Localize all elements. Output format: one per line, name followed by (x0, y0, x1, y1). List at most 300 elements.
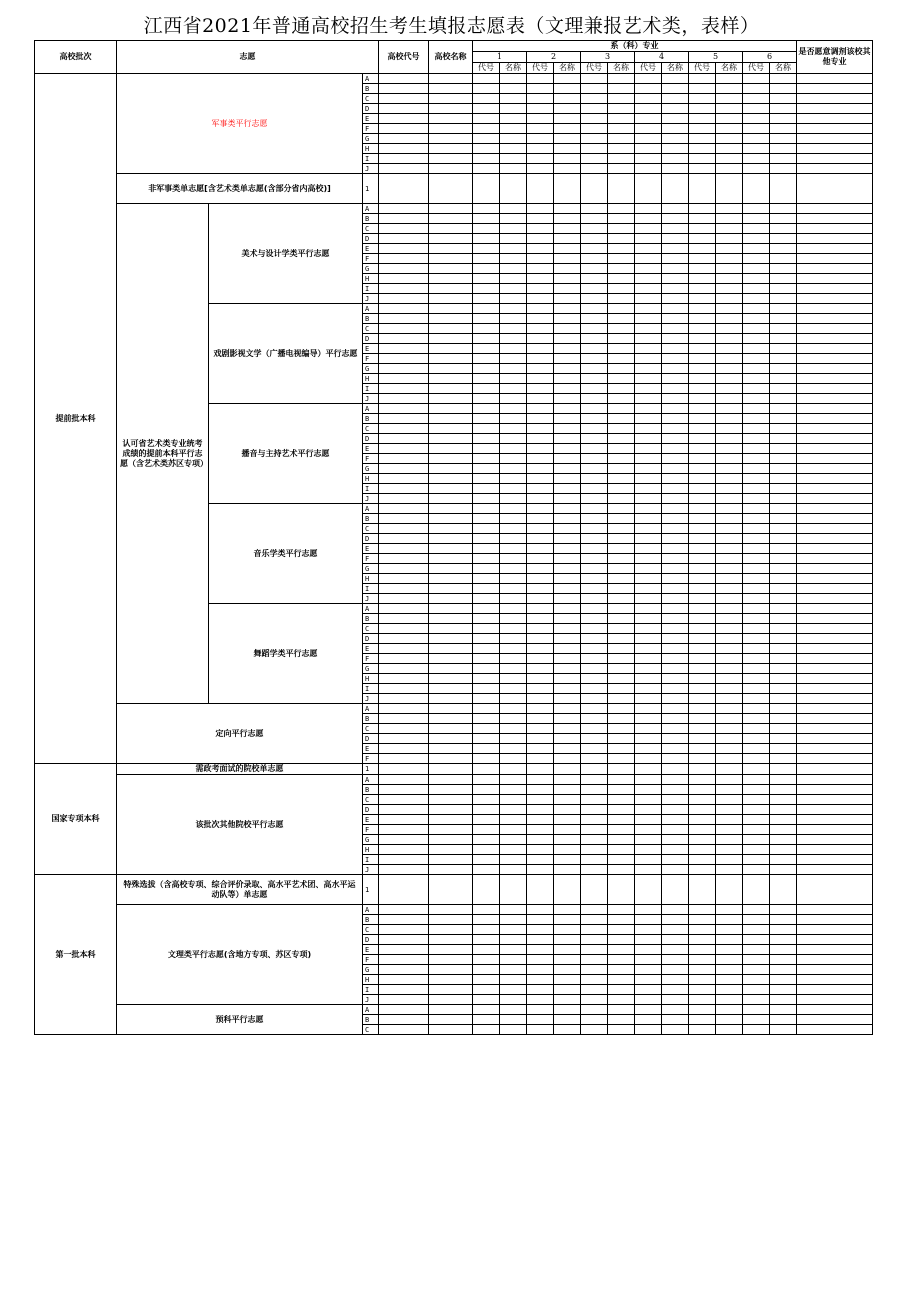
input-cell[interactable] (581, 554, 608, 564)
input-cell[interactable] (500, 554, 527, 564)
input-cell[interactable] (635, 214, 662, 224)
input-cell[interactable] (581, 754, 608, 764)
input-cell[interactable] (689, 875, 716, 905)
input-cell[interactable] (635, 935, 662, 945)
input-cell[interactable] (662, 134, 689, 144)
input-cell[interactable] (716, 514, 743, 524)
input-cell[interactable] (554, 174, 581, 204)
input-cell[interactable] (716, 114, 743, 124)
input-cell[interactable] (662, 274, 689, 284)
input-cell[interactable] (689, 84, 716, 94)
input-cell[interactable] (608, 734, 635, 744)
input-cell[interactable] (662, 244, 689, 254)
input-cell[interactable] (379, 214, 429, 224)
input-cell[interactable] (473, 644, 500, 654)
input-cell[interactable] (797, 554, 873, 564)
input-cell[interactable] (500, 274, 527, 284)
input-cell[interactable] (581, 604, 608, 614)
input-cell[interactable] (608, 724, 635, 734)
input-cell[interactable] (379, 234, 429, 244)
input-cell[interactable] (500, 374, 527, 384)
input-cell[interactable] (689, 554, 716, 564)
input-cell[interactable] (581, 524, 608, 534)
input-cell[interactable] (473, 84, 500, 94)
input-cell[interactable] (662, 504, 689, 514)
input-cell[interactable] (429, 744, 473, 754)
input-cell[interactable] (797, 574, 873, 584)
input-cell[interactable] (500, 855, 527, 865)
input-cell[interactable] (797, 754, 873, 764)
input-cell[interactable] (527, 654, 554, 664)
input-cell[interactable] (770, 134, 797, 144)
input-cell[interactable] (770, 594, 797, 604)
input-cell[interactable] (635, 945, 662, 955)
input-cell[interactable] (662, 594, 689, 604)
input-cell[interactable] (500, 875, 527, 905)
input-cell[interactable] (689, 564, 716, 574)
input-cell[interactable] (379, 314, 429, 324)
input-cell[interactable] (473, 534, 500, 544)
input-cell[interactable] (554, 334, 581, 344)
input-cell[interactable] (581, 865, 608, 875)
input-cell[interactable] (662, 604, 689, 614)
input-cell[interactable] (662, 394, 689, 404)
input-cell[interactable] (608, 644, 635, 654)
input-cell[interactable] (527, 464, 554, 474)
input-cell[interactable] (662, 704, 689, 714)
input-cell[interactable] (581, 404, 608, 414)
input-cell[interactable] (689, 805, 716, 815)
input-cell[interactable] (797, 785, 873, 795)
input-cell[interactable] (770, 544, 797, 554)
input-cell[interactable] (500, 1025, 527, 1035)
input-cell[interactable] (554, 484, 581, 494)
input-cell[interactable] (379, 384, 429, 394)
input-cell[interactable] (689, 344, 716, 354)
input-cell[interactable] (797, 724, 873, 734)
input-cell[interactable] (608, 1005, 635, 1015)
input-cell[interactable] (797, 144, 873, 154)
input-cell[interactable] (689, 684, 716, 694)
input-cell[interactable] (608, 684, 635, 694)
input-cell[interactable] (635, 654, 662, 664)
input-cell[interactable] (473, 324, 500, 334)
input-cell[interactable] (716, 294, 743, 304)
input-cell[interactable] (473, 304, 500, 314)
input-cell[interactable] (554, 534, 581, 544)
input-cell[interactable] (797, 875, 873, 905)
input-cell[interactable] (473, 294, 500, 304)
input-cell[interactable] (689, 114, 716, 124)
input-cell[interactable] (429, 825, 473, 835)
input-cell[interactable] (770, 354, 797, 364)
input-cell[interactable] (429, 574, 473, 584)
input-cell[interactable] (554, 945, 581, 955)
input-cell[interactable] (554, 294, 581, 304)
input-cell[interactable] (527, 254, 554, 264)
input-cell[interactable] (635, 444, 662, 454)
input-cell[interactable] (662, 694, 689, 704)
input-cell[interactable] (770, 164, 797, 174)
input-cell[interactable] (527, 744, 554, 754)
input-cell[interactable] (662, 634, 689, 644)
input-cell[interactable] (429, 875, 473, 905)
input-cell[interactable] (554, 554, 581, 564)
input-cell[interactable] (716, 164, 743, 174)
input-cell[interactable] (554, 144, 581, 154)
input-cell[interactable] (662, 815, 689, 825)
input-cell[interactable] (527, 304, 554, 314)
input-cell[interactable] (689, 494, 716, 504)
input-cell[interactable] (635, 965, 662, 975)
input-cell[interactable] (689, 734, 716, 744)
input-cell[interactable] (689, 94, 716, 104)
input-cell[interactable] (770, 284, 797, 294)
input-cell[interactable] (500, 254, 527, 264)
input-cell[interactable] (429, 644, 473, 654)
input-cell[interactable] (581, 985, 608, 995)
input-cell[interactable] (581, 714, 608, 724)
input-cell[interactable] (608, 564, 635, 574)
input-cell[interactable] (635, 694, 662, 704)
input-cell[interactable] (743, 344, 770, 354)
input-cell[interactable] (581, 534, 608, 544)
input-cell[interactable] (608, 394, 635, 404)
input-cell[interactable] (770, 734, 797, 744)
input-cell[interactable] (716, 134, 743, 144)
input-cell[interactable] (379, 204, 429, 214)
input-cell[interactable] (662, 114, 689, 124)
input-cell[interactable] (473, 634, 500, 644)
input-cell[interactable] (429, 985, 473, 995)
input-cell[interactable] (743, 795, 770, 805)
input-cell[interactable] (770, 754, 797, 764)
input-cell[interactable] (608, 935, 635, 945)
input-cell[interactable] (797, 995, 873, 1005)
input-cell[interactable] (770, 494, 797, 504)
input-cell[interactable] (743, 224, 770, 234)
input-cell[interactable] (473, 825, 500, 835)
input-cell[interactable] (608, 554, 635, 564)
input-cell[interactable] (689, 284, 716, 294)
input-cell[interactable] (689, 654, 716, 664)
input-cell[interactable] (716, 945, 743, 955)
input-cell[interactable] (554, 474, 581, 484)
input-cell[interactable] (689, 244, 716, 254)
input-cell[interactable] (500, 314, 527, 324)
input-cell[interactable] (527, 1015, 554, 1025)
input-cell[interactable] (743, 134, 770, 144)
input-cell[interactable] (473, 664, 500, 674)
input-cell[interactable] (797, 374, 873, 384)
input-cell[interactable] (635, 544, 662, 554)
input-cell[interactable] (429, 424, 473, 434)
input-cell[interactable] (379, 1015, 429, 1025)
input-cell[interactable] (716, 815, 743, 825)
input-cell[interactable] (429, 104, 473, 114)
input-cell[interactable] (689, 514, 716, 524)
input-cell[interactable] (379, 414, 429, 424)
input-cell[interactable] (500, 354, 527, 364)
input-cell[interactable] (500, 214, 527, 224)
input-cell[interactable] (500, 805, 527, 815)
input-cell[interactable] (527, 845, 554, 855)
input-cell[interactable] (635, 204, 662, 214)
input-cell[interactable] (770, 965, 797, 975)
input-cell[interactable] (662, 284, 689, 294)
input-cell[interactable] (554, 1025, 581, 1035)
input-cell[interactable] (689, 384, 716, 394)
input-cell[interactable] (608, 314, 635, 324)
input-cell[interactable] (500, 514, 527, 524)
input-cell[interactable] (473, 494, 500, 504)
input-cell[interactable] (797, 284, 873, 294)
input-cell[interactable] (797, 294, 873, 304)
input-cell[interactable] (527, 584, 554, 594)
input-cell[interactable] (608, 244, 635, 254)
input-cell[interactable] (743, 925, 770, 935)
input-cell[interactable] (662, 875, 689, 905)
input-cell[interactable] (797, 364, 873, 374)
input-cell[interactable] (662, 524, 689, 534)
input-cell[interactable] (500, 584, 527, 594)
input-cell[interactable] (635, 724, 662, 734)
input-cell[interactable] (379, 805, 429, 815)
input-cell[interactable] (716, 424, 743, 434)
input-cell[interactable] (689, 634, 716, 644)
input-cell[interactable] (429, 414, 473, 424)
input-cell[interactable] (662, 94, 689, 104)
input-cell[interactable] (554, 104, 581, 114)
input-cell[interactable] (635, 734, 662, 744)
input-cell[interactable] (429, 805, 473, 815)
input-cell[interactable] (743, 234, 770, 244)
input-cell[interactable] (689, 134, 716, 144)
input-cell[interactable] (797, 514, 873, 524)
input-cell[interactable] (554, 224, 581, 234)
input-cell[interactable] (662, 985, 689, 995)
input-cell[interactable] (379, 394, 429, 404)
input-cell[interactable] (662, 1015, 689, 1025)
input-cell[interactable] (379, 124, 429, 134)
input-cell[interactable] (527, 684, 554, 694)
input-cell[interactable] (379, 1005, 429, 1015)
input-cell[interactable] (581, 244, 608, 254)
input-cell[interactable] (770, 304, 797, 314)
input-cell[interactable] (797, 114, 873, 124)
input-cell[interactable] (429, 795, 473, 805)
input-cell[interactable] (608, 1015, 635, 1025)
input-cell[interactable] (797, 594, 873, 604)
input-cell[interactable] (797, 1025, 873, 1035)
input-cell[interactable] (554, 134, 581, 144)
input-cell[interactable] (554, 414, 581, 424)
input-cell[interactable] (379, 524, 429, 534)
input-cell[interactable] (689, 414, 716, 424)
input-cell[interactable] (554, 594, 581, 604)
input-cell[interactable] (379, 324, 429, 334)
input-cell[interactable] (527, 714, 554, 724)
input-cell[interactable] (716, 684, 743, 694)
input-cell[interactable] (500, 94, 527, 104)
input-cell[interactable] (473, 714, 500, 724)
input-cell[interactable] (689, 795, 716, 805)
input-cell[interactable] (689, 524, 716, 534)
input-cell[interactable] (554, 154, 581, 164)
input-cell[interactable] (635, 835, 662, 845)
input-cell[interactable] (500, 154, 527, 164)
input-cell[interactable] (379, 654, 429, 664)
input-cell[interactable] (662, 925, 689, 935)
input-cell[interactable] (662, 514, 689, 524)
input-cell[interactable] (743, 244, 770, 254)
input-cell[interactable] (608, 204, 635, 214)
input-cell[interactable] (581, 414, 608, 424)
input-cell[interactable] (429, 504, 473, 514)
input-cell[interactable] (797, 74, 873, 84)
input-cell[interactable] (716, 574, 743, 584)
input-cell[interactable] (527, 494, 554, 504)
input-cell[interactable] (527, 965, 554, 975)
input-cell[interactable] (689, 484, 716, 494)
input-cell[interactable] (635, 995, 662, 1005)
input-cell[interactable] (500, 504, 527, 514)
input-cell[interactable] (662, 374, 689, 384)
input-cell[interactable] (581, 905, 608, 915)
input-cell[interactable] (527, 114, 554, 124)
input-cell[interactable] (635, 314, 662, 324)
input-cell[interactable] (797, 544, 873, 554)
input-cell[interactable] (379, 945, 429, 955)
input-cell[interactable] (581, 915, 608, 925)
input-cell[interactable] (716, 174, 743, 204)
input-cell[interactable] (797, 444, 873, 454)
input-cell[interactable] (554, 454, 581, 464)
input-cell[interactable] (527, 815, 554, 825)
input-cell[interactable] (429, 384, 473, 394)
input-cell[interactable] (689, 905, 716, 915)
input-cell[interactable] (743, 835, 770, 845)
input-cell[interactable] (770, 785, 797, 795)
input-cell[interactable] (635, 564, 662, 574)
input-cell[interactable] (527, 504, 554, 514)
input-cell[interactable] (500, 284, 527, 294)
input-cell[interactable] (473, 764, 500, 775)
input-cell[interactable] (608, 985, 635, 995)
input-cell[interactable] (662, 644, 689, 654)
input-cell[interactable] (581, 484, 608, 494)
input-cell[interactable] (500, 164, 527, 174)
input-cell[interactable] (379, 464, 429, 474)
input-cell[interactable] (635, 294, 662, 304)
input-cell[interactable] (581, 805, 608, 815)
input-cell[interactable] (581, 744, 608, 754)
input-cell[interactable] (716, 494, 743, 504)
input-cell[interactable] (635, 805, 662, 815)
input-cell[interactable] (770, 975, 797, 985)
input-cell[interactable] (608, 234, 635, 244)
input-cell[interactable] (662, 454, 689, 464)
input-cell[interactable] (379, 785, 429, 795)
input-cell[interactable] (608, 364, 635, 374)
input-cell[interactable] (554, 624, 581, 634)
input-cell[interactable] (527, 214, 554, 224)
input-cell[interactable] (689, 104, 716, 114)
input-cell[interactable] (554, 74, 581, 84)
input-cell[interactable] (527, 704, 554, 714)
input-cell[interactable] (581, 384, 608, 394)
input-cell[interactable] (473, 744, 500, 754)
input-cell[interactable] (689, 604, 716, 614)
input-cell[interactable] (635, 624, 662, 634)
input-cell[interactable] (473, 334, 500, 344)
input-cell[interactable] (554, 965, 581, 975)
input-cell[interactable] (379, 534, 429, 544)
input-cell[interactable] (429, 204, 473, 214)
input-cell[interactable] (608, 524, 635, 534)
input-cell[interactable] (379, 975, 429, 985)
input-cell[interactable] (429, 945, 473, 955)
input-cell[interactable] (797, 124, 873, 134)
input-cell[interactable] (662, 754, 689, 764)
input-cell[interactable] (473, 314, 500, 324)
input-cell[interactable] (743, 284, 770, 294)
input-cell[interactable] (500, 544, 527, 554)
input-cell[interactable] (743, 364, 770, 374)
input-cell[interactable] (581, 364, 608, 374)
input-cell[interactable] (689, 584, 716, 594)
input-cell[interactable] (608, 574, 635, 584)
input-cell[interactable] (743, 374, 770, 384)
input-cell[interactable] (581, 855, 608, 865)
input-cell[interactable] (635, 74, 662, 84)
input-cell[interactable] (743, 84, 770, 94)
input-cell[interactable] (797, 975, 873, 985)
input-cell[interactable] (429, 594, 473, 604)
input-cell[interactable] (527, 594, 554, 604)
input-cell[interactable] (608, 74, 635, 84)
input-cell[interactable] (662, 1025, 689, 1035)
input-cell[interactable] (743, 1025, 770, 1035)
input-cell[interactable] (554, 614, 581, 624)
input-cell[interactable] (500, 364, 527, 374)
input-cell[interactable] (608, 674, 635, 684)
input-cell[interactable] (527, 284, 554, 294)
input-cell[interactable] (554, 544, 581, 554)
input-cell[interactable] (635, 324, 662, 334)
input-cell[interactable] (743, 744, 770, 754)
input-cell[interactable] (635, 174, 662, 204)
input-cell[interactable] (662, 494, 689, 504)
input-cell[interactable] (429, 404, 473, 414)
input-cell[interactable] (429, 554, 473, 564)
input-cell[interactable] (743, 935, 770, 945)
input-cell[interactable] (797, 744, 873, 754)
input-cell[interactable] (581, 955, 608, 965)
input-cell[interactable] (554, 724, 581, 734)
input-cell[interactable] (716, 544, 743, 554)
input-cell[interactable] (473, 254, 500, 264)
input-cell[interactable] (429, 1025, 473, 1035)
input-cell[interactable] (689, 144, 716, 154)
input-cell[interactable] (554, 734, 581, 744)
input-cell[interactable] (379, 594, 429, 604)
input-cell[interactable] (716, 264, 743, 274)
input-cell[interactable] (379, 925, 429, 935)
input-cell[interactable] (689, 364, 716, 374)
input-cell[interactable] (797, 1015, 873, 1025)
input-cell[interactable] (581, 334, 608, 344)
